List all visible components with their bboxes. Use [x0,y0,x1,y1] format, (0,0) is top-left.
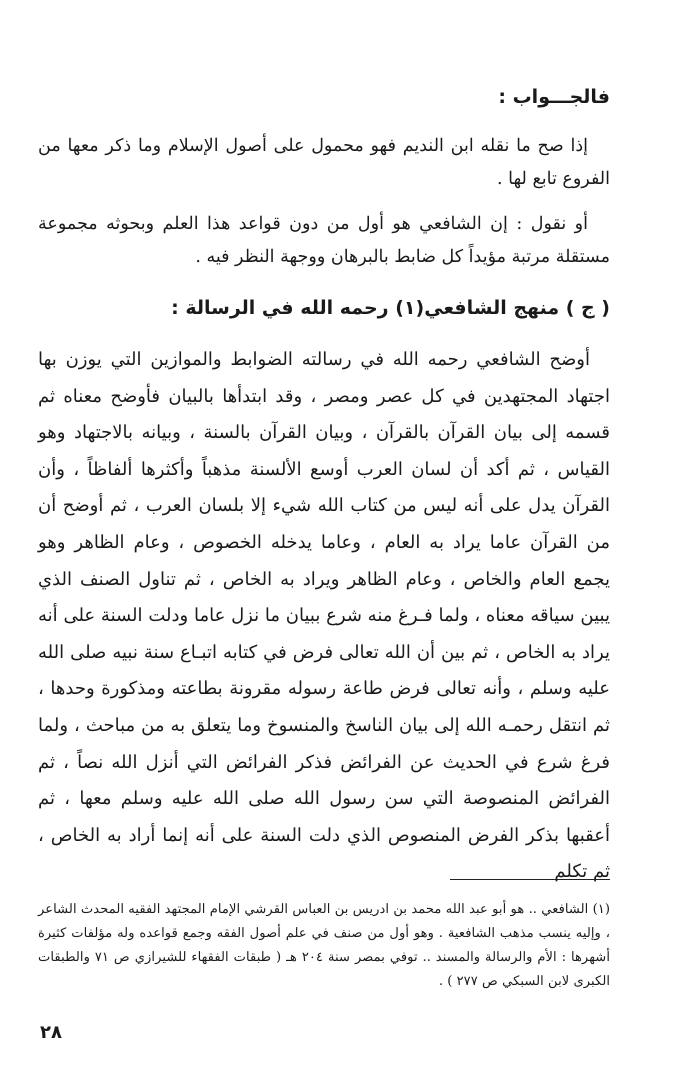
footnote: (١) الشافعي .. هو أبو عبد الله محمد بن ادريس بن العباس القرشي الإمام المجتهد الفقيه المحدث الشاعر ، وإليه ينسب مذهب الشافعية . وهو أول من صنف في علم أصول الفقه وجمع قواعده وله مؤلفات كثيرة أشهرها : الأم والرسالة والمسند .. توفي بمصر سنة ٢٠٤ هـ ( طبقات الفقهاء للشيرازي ص ٧١ والطبقات الكبرى لابن السبكي ص ٢٧٧ ) . [38,902,610,989]
book-page [38,0,610,1087]
footnote-divider [450,879,610,880]
page-number: ٢٨ [40,1022,62,1043]
answer-paragraph-2: أو نقول : إن الشافعي هو أول من دون قواعد هذا العلم وبحوثه مجموعة مستقلة مرتبة مؤيداً كل ضابط بالبرهان ووجهة النظر فيه . [38,214,610,267]
answer-heading: فالجـــواب : [498,86,610,108]
answer-paragraph-1: إذا صح ما نقله ابن النديم فهو محمول على أصول الإسلام وما ذكر معها من الفروع تابع لها . [38,136,610,189]
section-heading: ( ج ) منهج الشافعي(١) رحمه الله في الرسالة : [171,297,610,319]
body-paragraph: أوضح الشافعي رحمه الله في رسالته الضوابط والموازين التي يوزن بها اجتهاد المجتهدين في كل عصر ومصر ، وقد ابتدأها بالبيان فأوضح معناه ثم قسمه إلى بيان القرآن بالقرآن ، وبيان القرآن بالسنة ، وبيانه بالاجتهاد وهو القياس ، ثم أكد أن لسان العرب أوسع الألسنة مذهباً وأكثرها ألفاظاً ، وأن القرآن يدل على أنه ليس من كتاب الله شيء إلا بلسان العرب ، ثم أوضح أن من القرآن عاما يراد به العام ، وعاما يدخله الخصوص ، وعام الظاهر وهو يجمع العام والخاص ، وعام الظاهر ويراد به الخاص ، ثم تناول الصنف الذي يبين سياقه معناه ، ولما فـرغ منه شرع ببيان ما نزل عاما ودلت السنة على أنه يراد به الخاص ، ثم بين أن الله تعالى فرض في كتابه اتبـاع سنة نبيه صلى الله عليه وسلم ، وأنه تعالى فرض طاعة رسوله مقرونة بطاعته ومذكورة وحدها ، ثم انتقل رحمـه الله إلى بيان الناسخ والمنسوخ وما يتعلق به من مباحث ، ولما فرغ شرع في الحديث عن الفرائض فذكر الفرائض التي أنزل الله نصاً ، ثم الفرائض المنصوصة التي سن رسول الله صلى الله عليه وسلم معها ، ثم أعقبها بذكر الفرض المنصوص الذي دلت السنة على أنه إنما أراد به الخاص ، ثم تكلم [38,349,610,883]
